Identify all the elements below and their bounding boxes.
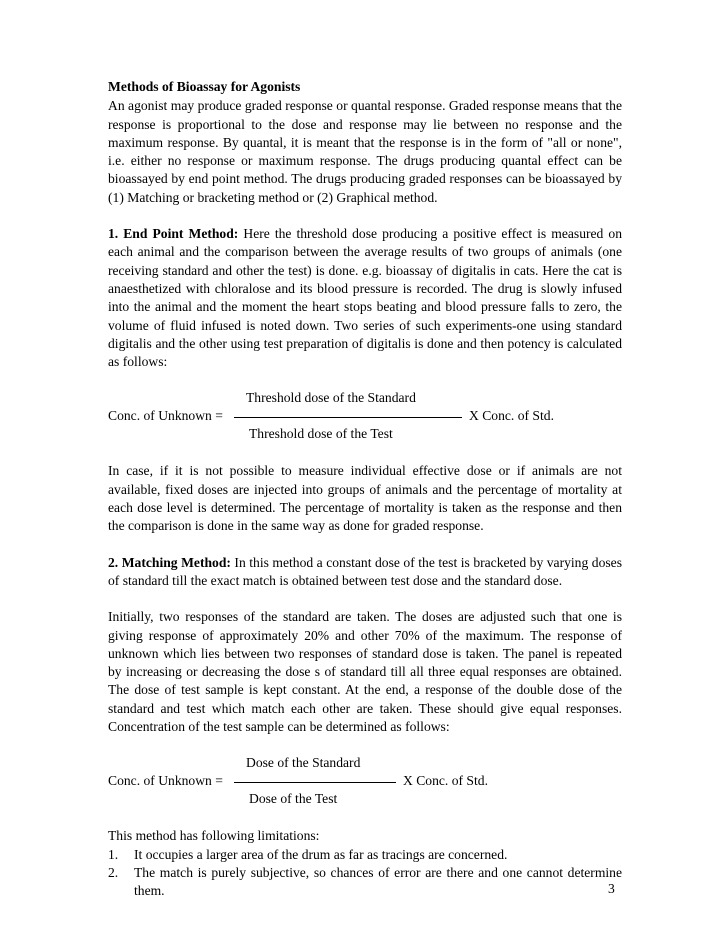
initial-paragraph: Initially, two responses of the standard are taken. The doses are adjusted such that one is giving response of approximately 20% and other 70% of the maximum. The response of unknown which lies between two responses of standard dose is taken. The panel is repeated by increasing or decreasing the dose s of standard till all three equal responses are obtained. The dose of test sample is kept constant. At the end, a response of the double dose of the standard and test which match each other are taken. These should give equal responses. Concentration of the test sample can be determined as follows: <box>108 609 622 735</box>
formula-denominator: Threshold dose of the Test <box>249 426 393 442</box>
fraction-line <box>234 417 462 418</box>
formula-lhs: Conc. of Unknown = <box>108 408 223 424</box>
matching-body: In this method a constant dose of the test is bracketed by varying doses of standard till the exact match is obtained between test dose and the standard dose. <box>108 554 622 588</box>
end-point-heading: 1. End Point Method: <box>108 226 239 242</box>
formula-numerator: Threshold dose of the Standard <box>246 390 416 406</box>
quantal-note-paragraph: In case, if it is not possible to measure individual effective dose or if animals are not available, fixed doses are injected into groups of animals and the percentage of mortality at each dose level is determined. The percentage of mortality is taken as the response and then the comparison is done in the same way as done for graded response. <box>108 463 622 534</box>
list-marker: 1. <box>108 846 119 862</box>
end-point-body: Here the threshold dose producing a positive effect is measured on each animal and the comparison between the average results of two groups of animals (one receiving standard and other the test) is done. e.g. bioassay of digitalis in cats. Here the cat is anaesthetized with chloralose and its blood pressure is recorded. The drug is slowly infused into the animal and the moment the heart stops beating and blood pressure falls to zero, the volume of fluid infused is noted down. Two series of such experiments-one using standard digitalis and the other using test preparation of digitalis is done and then potency is calculated as follows: <box>108 226 622 370</box>
threshold-formula <box>108 389 622 444</box>
page-number: 3 <box>608 881 615 896</box>
matching-paragraph <box>108 554 622 591</box>
document-page <box>108 78 622 901</box>
limitations-list <box>108 846 622 901</box>
matching-heading: 2. Matching Method: <box>108 554 231 570</box>
formula-lhs: Conc. of Unknown = <box>108 773 223 789</box>
matching-formula <box>108 754 622 809</box>
fraction-line <box>234 782 396 783</box>
list-item-text: It occupies a larger area of the drum as far as tracings are concerned. <box>134 846 508 862</box>
formula-rhs: X Conc. of Std. <box>403 773 488 789</box>
intro-paragraph: An agonist may produce graded response or quantal response. Graded response means that the response is proportional to the dose and response may lie between no response and the maximum response. By quantal, it is meant that the response is in the form of "all or none", i.e. either no response or maximum response. The drugs producing quantal effect can be bioassayed by end point method. The drugs producing graded responses can be bioassayed by (1) Matching or bracketing method or (2) Graphical method. <box>108 98 622 205</box>
formula-numerator: Dose of the Standard <box>246 755 361 771</box>
list-item <box>108 846 622 864</box>
limitations-intro: This method has following limitations: <box>108 828 320 844</box>
list-item <box>108 864 622 901</box>
formula-denominator: Dose of the Test <box>249 791 338 807</box>
formula-rhs: X Conc. of Std. <box>469 408 554 424</box>
list-item-text: The match is purely subjective, so chances of error are there and one cannot determine them. <box>134 864 622 899</box>
end-point-paragraph <box>108 225 622 371</box>
section-title: Methods of Bioassay for Agonists <box>108 79 301 94</box>
list-marker: 2. <box>108 864 119 880</box>
